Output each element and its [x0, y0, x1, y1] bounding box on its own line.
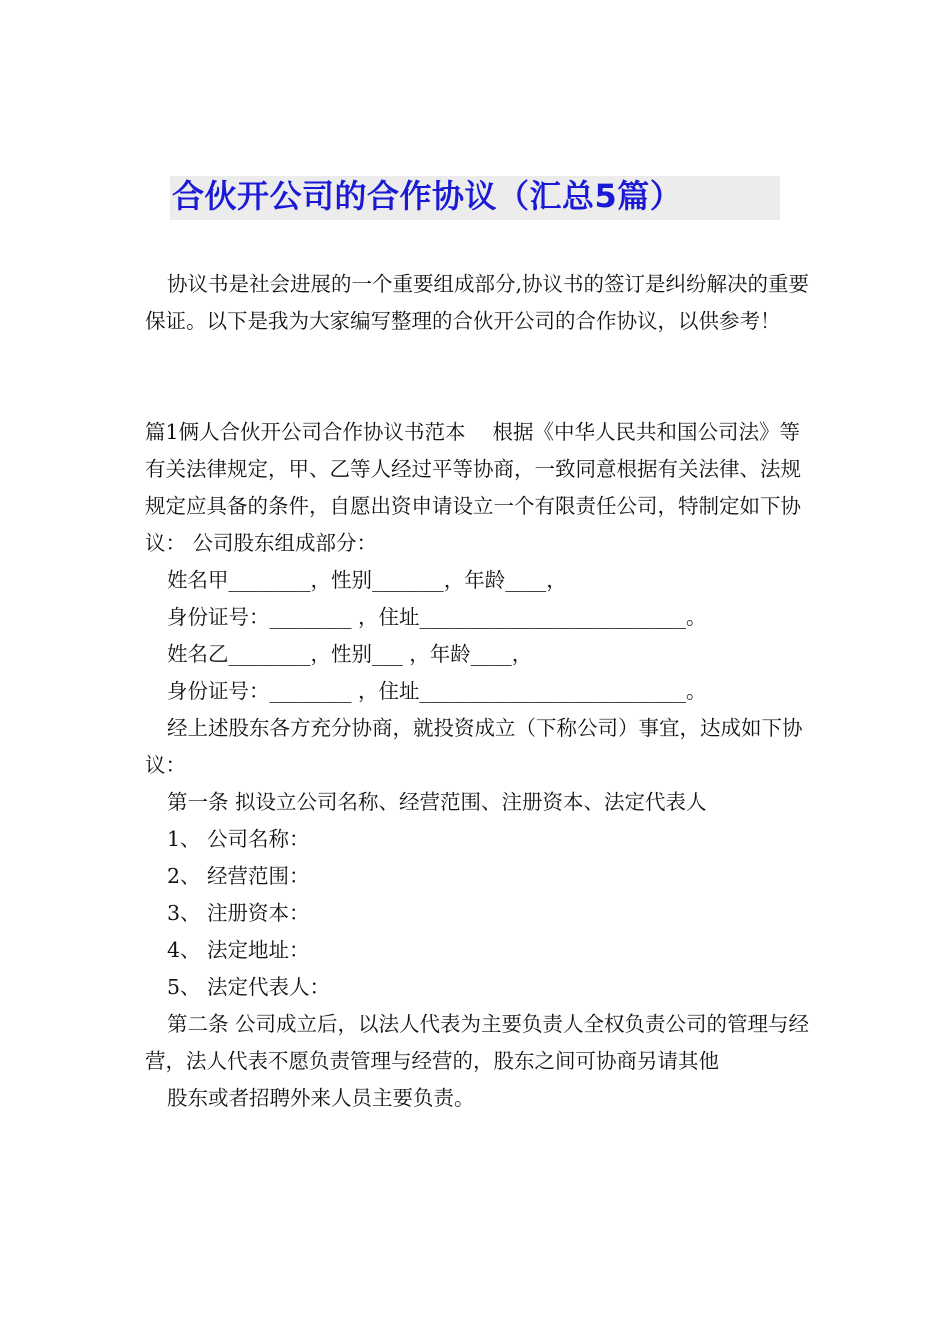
page-title: 合伙开公司的合作协议（汇总5篇）	[172, 177, 683, 215]
document-body	[145, 266, 810, 1117]
article-2-paragraph: 第二条 公司成立后，以法人代表为主要负责人全权负责公司的管理与经营，法人代表不愿负责管理与经营的，股东之间可协商另请其他	[145, 1012, 810, 1073]
party-a-id-line: 身份证号：________ ，住址__________________________。	[167, 605, 707, 629]
article-1-title: 第一条 拟设立公司名称、经营范围、注册资本、法定代表人	[167, 790, 707, 814]
list-item: 1、 公司名称：	[167, 827, 310, 851]
section-1-paragraph: 篇1俩人合伙开公司合作协议书范本 根据《中华人民共和国公司法》等有关法律规定，甲、乙等人经过平等协商，一致同意根据有关法律、法规规定应具备的条件，自愿出资申请设立一个有限责任公司，特制定如下协议： 公司股东组成部分：	[145, 420, 801, 555]
list-item: 2、 经营范围：	[167, 864, 310, 888]
party-b-id-line: 身份证号：________ ，住址__________________________。	[167, 679, 707, 703]
party-a-name-line: 姓名甲________，性别_______，年龄____，	[167, 568, 567, 592]
intro-paragraph: 协议书是社会进展的一个重要组成部分,协议书的签订是纠纷解决的重要保证。以下是我为大家编写整理的合伙开公司的合作协议，以供参考！	[145, 272, 810, 333]
list-item: 3、 注册资本：	[167, 901, 310, 925]
list-item: 5、 法定代表人：	[167, 975, 331, 999]
article-2-continuation: 股东或者招聘外来人员主要负责。	[167, 1086, 475, 1110]
party-b-name-line: 姓名乙________，性别___ ，年龄____，	[167, 642, 533, 666]
consensus-paragraph: 经上述股东各方充分协商，就投资成立（下称公司）事宜，达成如下协议：	[145, 716, 803, 777]
list-item: 4、 法定地址：	[167, 938, 310, 962]
paragraph-spacer	[145, 340, 810, 414]
